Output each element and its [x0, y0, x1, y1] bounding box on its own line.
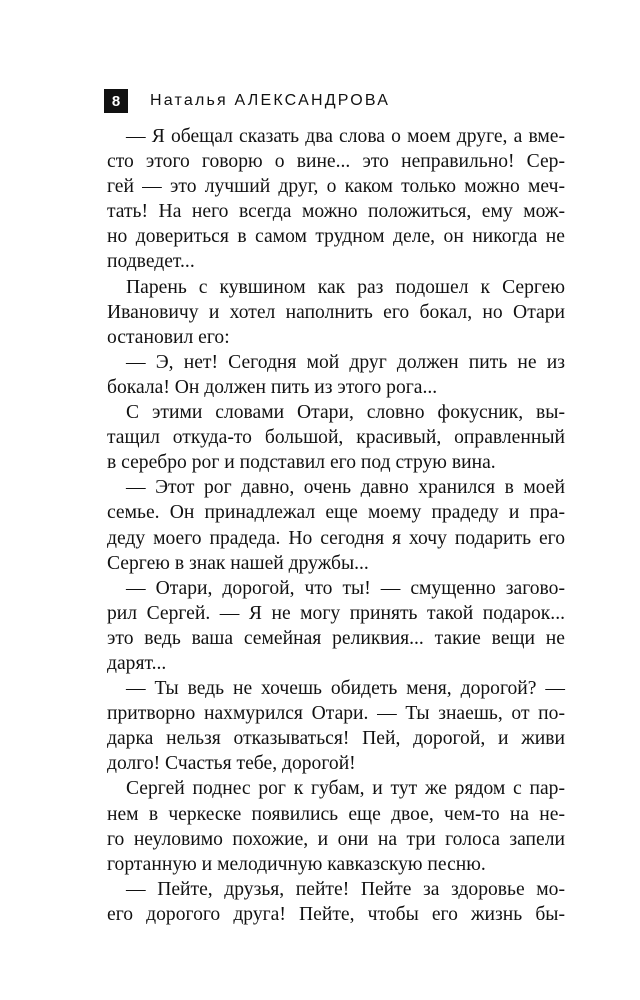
text-line: его дорогого друга! Пейте, чтобы его жизнь бы-: [107, 903, 565, 925]
text-line: сто этого говорю о вине... это неправильно! Сер-: [107, 151, 565, 173]
text-line: рил Сергей. — Я не могу принять такой подарок...: [107, 602, 565, 624]
text-line: притворно нахмурился Отари. — Ты знаешь, от по-: [107, 703, 565, 725]
text-line: гей — это лучший друг, о каком только можно меч-: [107, 176, 565, 198]
text-line: Сергею в знак нашей дружбы...: [107, 552, 369, 574]
text-line: это ведь ваша семейная реликвия... такие вещи не: [107, 627, 565, 649]
text-line: долго! Счастья тебе, дорогой!: [107, 753, 356, 775]
text-line: го неуловимо похожие, и они на три голоса запели: [107, 828, 565, 850]
text-line: в серебро рог и подставил его под струю вина.: [107, 452, 496, 474]
text-line: Ивановичу и хотел наполнить его бокал, но Отари: [107, 301, 565, 323]
text-line: — Отари, дорогой, что ты! — смущенно загово-: [126, 577, 565, 599]
text-line: Сергей поднес рог к губам, и тут же рядом с пар-: [126, 778, 565, 800]
text-line: бокала! Он должен пить из этого рога...: [107, 376, 438, 398]
text-line: тащил откуда-то большой, красивый, оправленный: [107, 427, 565, 449]
text-line: — Пейте, друзья, пейте! Пейте за здоровье мо-: [126, 878, 565, 900]
text-line: — Э, нет! Сегодня мой друг должен пить не из: [126, 351, 565, 373]
running-header: [104, 88, 390, 114]
text-line: нем в черкеске появились еще двое, чем-то на не-: [107, 803, 565, 825]
body-text: [107, 124, 565, 927]
text-line: но довериться в самом трудном деле, он никогда не: [107, 226, 565, 248]
text-line: С этими словами Отари, словно фокусник, вы-: [126, 402, 565, 424]
text-line: — Этот рог давно, очень давно хранился в моей: [126, 477, 565, 499]
author-name: Наталья АЛЕКСАНДРОВА: [150, 92, 391, 109]
text-line: семье. Он принадлежал еще моему прадеду и пра-: [107, 502, 565, 524]
text-line: подведет...: [107, 251, 195, 273]
text-line: остановил его:: [107, 326, 230, 348]
page-number: 8: [104, 89, 128, 113]
text-line: — Ты ведь не хочешь обидеть меня, дорогой? —: [126, 678, 565, 700]
text-line: гортанную и мелодичную кавказскую песню.: [107, 853, 486, 875]
text-line: Парень с кувшином как раз подошел к Сергею: [126, 276, 565, 298]
text-line: деду моего прадеда. Но сегодня я хочу подарить его: [107, 527, 565, 549]
text-line: тать! На него всегда можно положиться, ему мож-: [107, 201, 565, 223]
text-line: — Я обещал сказать два слова о моем друге, а вме-: [126, 126, 565, 147]
text-line: дарят...: [107, 652, 167, 674]
text-line: дарка нельзя отказываться! Пей, дорогой, и живи: [107, 728, 565, 750]
